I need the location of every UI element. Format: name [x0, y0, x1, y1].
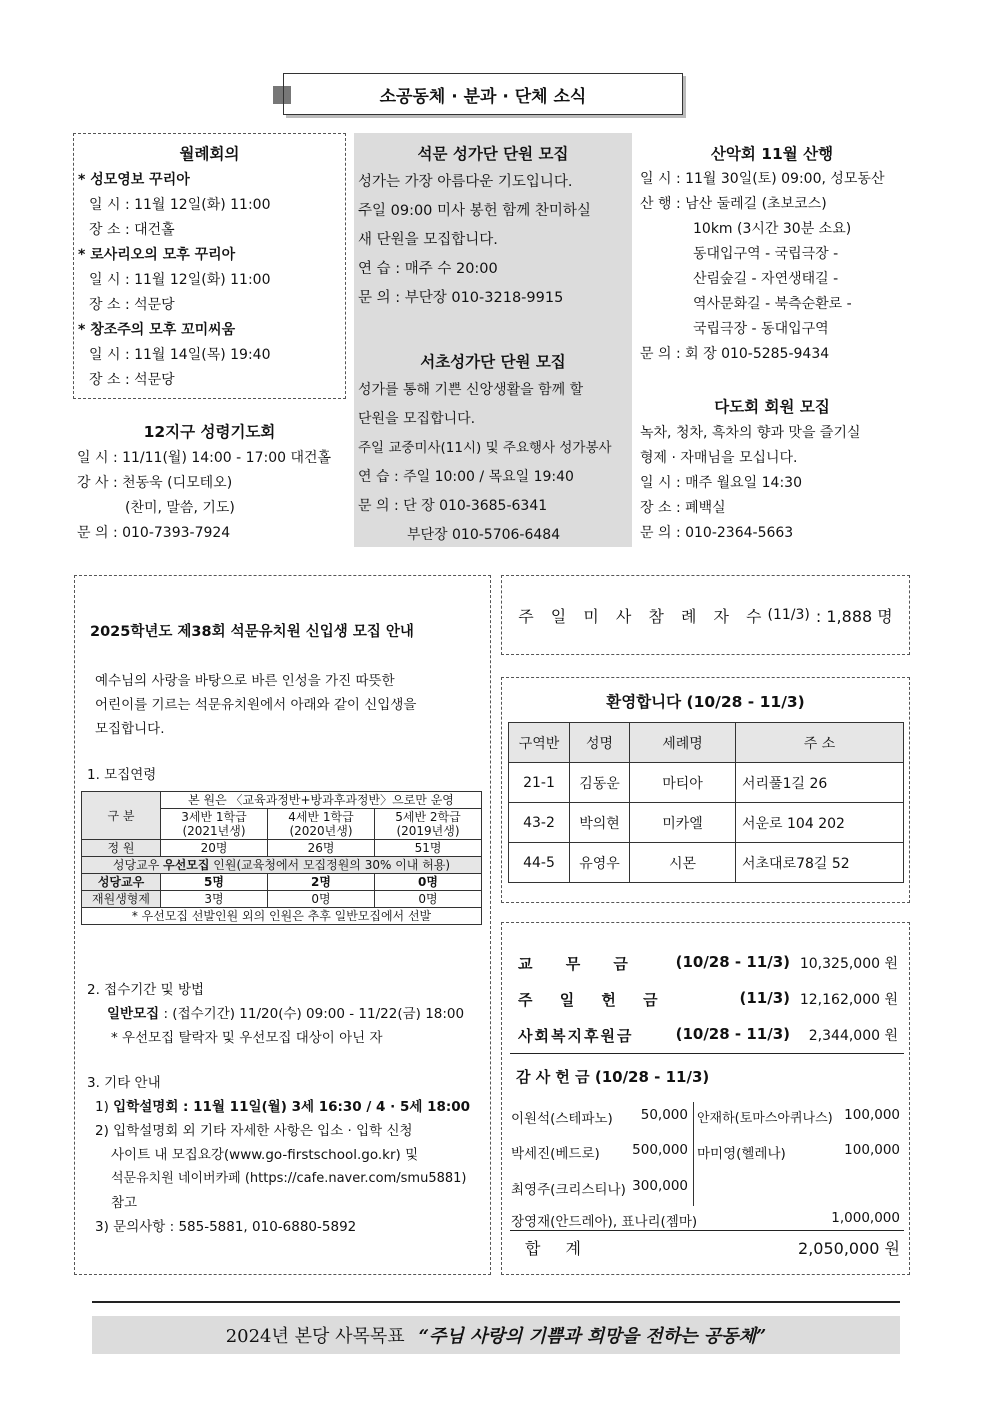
donor-divider: [693, 1102, 694, 1206]
section-3-line: [87, 1095, 470, 1119]
footer-motto: “주님 사랑의 기쁨과 희망을 전하는 공동체”: [418, 1326, 767, 1347]
table-note-text: 성당교우: [112, 858, 164, 872]
finance-period: (11/3): [739, 989, 790, 1007]
table-cell: 0명: [268, 891, 375, 908]
choir2-line: 주일 교중미사(11시) 및 주요행사 성가봉사: [358, 440, 612, 456]
table-cell-text: (2019년생): [396, 824, 460, 838]
section-title: [283, 73, 683, 115]
table-cell: 20명: [161, 840, 268, 857]
table-row: [509, 763, 904, 803]
donor-name: 최영주(크리스티나): [511, 1182, 626, 1198]
prayer-line: 문 의 : 010-7393-7924: [77, 525, 231, 541]
finance-row: [518, 953, 898, 975]
hiking-line: 일 시 : 11월 30일(토) 09:00, 성모동산: [640, 171, 885, 187]
attendance-box: [501, 575, 910, 655]
total-divider: [510, 1230, 904, 1231]
section-title-text: 소공동체 · 분과 · 단체 소식: [379, 86, 587, 107]
monthly-line: 장 소 : 대건홀: [89, 222, 175, 238]
footer-rule: [92, 1301, 900, 1303]
section-3-line: 3) 문의사항 : 585-5881, 010-6880-5892: [95, 1219, 357, 1235]
hiking-line: 국립극장 - 동대입구역: [693, 321, 829, 337]
choir1-body: [358, 168, 591, 313]
choir2-line: 단원을 모집합니다.: [358, 411, 476, 427]
section-3: [87, 1071, 470, 1239]
attendance-value: : 1,888 명: [815, 606, 893, 626]
donor-amount: 300,000: [632, 1178, 688, 1194]
choir2-line: 문 의 : 단 장 010-3685-6341: [358, 498, 548, 514]
table-cell-text: 4세반 1학급: [288, 810, 354, 824]
donor-amount: 500,000: [632, 1142, 688, 1158]
finance-amount: 12,162,000 원: [799, 992, 898, 1008]
hiking-line: 문 의 : 회 장 010-5285-9434: [640, 346, 830, 362]
section-2-line: [87, 1002, 464, 1026]
choir1-title: 석문 성가단 단원 모집: [417, 145, 569, 163]
intro-line: 어린이를 기르는 석문유치원에서 아래와 같이 신입생을: [95, 697, 417, 713]
section-2-bold: 일반모집: [107, 1006, 160, 1022]
welcome-cell: 김동운: [570, 763, 630, 803]
intro-line: 모집합니다.: [95, 721, 165, 737]
section-2-heading: 2. 접수기간 및 방법: [87, 982, 205, 998]
table-cell-text: 5세반 2학급: [395, 810, 461, 824]
section-3-line: 석문유치원 네이버카페 (https://cafe.naver.com/smu5881): [111, 1171, 467, 1186]
table-cell: 정 원: [82, 840, 161, 857]
donor-amount: 50,000: [640, 1107, 688, 1123]
footer-banner: [92, 1316, 900, 1354]
tea-body: [640, 421, 861, 546]
table-row: [509, 843, 904, 883]
monthly-line: 장 소 : 석문당: [89, 297, 175, 313]
section-3-line: 참고: [111, 1195, 138, 1211]
prayer-meeting-title: 12지구 성령기도회: [143, 423, 276, 441]
table-row: [509, 803, 904, 843]
table-cell: 2명: [268, 874, 375, 891]
table-cell: 51명: [375, 840, 482, 857]
choir2-line: 연 습 : 주일 10:00 / 목요일 19:40: [358, 469, 574, 485]
finance-period: (10/28 - 11/3): [675, 1025, 790, 1043]
table-cell: [82, 857, 482, 874]
monthly-line: * 로사리오의 모후 꾸리아: [78, 247, 236, 263]
finance-amount: 10,325,000 원: [799, 956, 898, 972]
donor-amount: 100,000: [844, 1142, 900, 1158]
section-1-heading: 1. 모집연령: [87, 767, 157, 783]
choir2-body: [358, 376, 612, 550]
section-3-text: 1): [95, 1099, 114, 1115]
finance-amount: 2,344,000 원: [808, 1028, 898, 1044]
tea-line: 장 소 : 폐백실: [640, 500, 726, 516]
welcome-cell: 서운로 104 202: [736, 803, 904, 843]
monthly-meeting-body: [78, 168, 271, 393]
table-cell: [375, 809, 482, 840]
welcome-cell: 유영우: [570, 843, 630, 883]
tea-line: 일 시 : 매주 월요일 14:30: [640, 475, 802, 491]
thanks-title: 감 사 헌 금 (10/28 - 11/3): [516, 1068, 710, 1086]
welcome-cell: 박의현: [570, 803, 630, 843]
table-cell-text: 3세반 1학급: [181, 810, 247, 824]
welcome-header: 성명: [570, 723, 630, 763]
monthly-line: * 성모영보 꾸리아: [78, 172, 190, 188]
footer-prefix: 2024년 본당 사목목표: [225, 1326, 405, 1347]
choir1-line: 성가는 가장 아름다운 기도입니다.: [358, 174, 573, 190]
choir1-line: 문 의 : 부단장 010-3218-9915: [358, 290, 564, 306]
prayer-line: (찬미, 말씀, 기도): [125, 500, 235, 516]
monthly-meeting-title: 월례회의: [179, 145, 240, 163]
finance-label: 사회복지후원금: [518, 1027, 634, 1045]
table-cell: 재원생형제: [82, 891, 161, 908]
donor-name: 마미영(헬레나): [697, 1146, 786, 1162]
hiking-line: 역사문화길 - 북측순환로 -: [693, 296, 852, 312]
finance-period: (10/28 - 11/3): [675, 953, 790, 971]
monthly-line: 일 시 : 11월 12일(화) 11:00: [89, 197, 271, 213]
finance-divider: [510, 1053, 904, 1054]
donor-amount: 100,000: [844, 1107, 900, 1123]
choir1-line: 연 습 : 매주 수 20:00: [358, 261, 498, 277]
kindergarten-intro: [95, 669, 416, 741]
choir2-title: 서초성가단 단원 모집: [420, 353, 566, 371]
tea-line: 문 의 : 010-2364-5663: [640, 525, 794, 541]
table-cell-text: (2021년생): [182, 824, 246, 838]
hiking-line: 10km (3시간 30분 소요): [693, 221, 852, 237]
section-3-line: 2) 입학설명회 외 기타 자세한 사항은 입소 · 입학 신청: [95, 1123, 413, 1139]
tea-title: 다도회 회원 모집: [714, 398, 830, 416]
table-cell-text: (2020년생): [289, 824, 353, 838]
total-label: 합 계: [525, 1239, 581, 1258]
donor-name: 장영재(안드레아), 표나리(젬마): [511, 1214, 698, 1230]
section-2-line: * 우선모집 탈락자 및 우선모집 대상이 아닌 자: [111, 1030, 383, 1046]
section-3-bold: 입학설명회 : 11월 11일(월) 3세 16:30 / 4 · 5세 18:00: [113, 1099, 471, 1115]
welcome-header: 주 소: [736, 723, 904, 763]
prayer-meeting-body: [77, 446, 331, 546]
welcome-cell: 서초대로78길 52: [736, 843, 904, 883]
table-cell: [268, 809, 375, 840]
monthly-line: 장 소 : 석문당: [89, 372, 175, 388]
welcome-header: 구역반: [509, 723, 570, 763]
hiking-line: 동대입구역 - 국립극장 -: [693, 246, 839, 262]
hiking-body: [640, 167, 884, 367]
welcome-cell: 미카엘: [630, 803, 736, 843]
table-cell: 26명: [268, 840, 375, 857]
finance-label: 교 무 금: [518, 955, 628, 973]
table-cell: [161, 809, 268, 840]
welcome-cell: 44-5: [509, 843, 570, 883]
welcome-cell: 21-1: [509, 763, 570, 803]
hiking-title: 산악회 11월 산행: [710, 145, 834, 163]
table-note-text: 우선모집: [163, 858, 210, 872]
monthly-line: 일 시 : 11월 12일(화) 11:00: [89, 272, 271, 288]
section-2-text: : (접수기간) 11/20(수) 09:00 - 11/22(금) 18:00: [159, 1006, 465, 1022]
section-2: [87, 978, 464, 1050]
finance-row: [518, 989, 898, 1011]
attendance-date: (11/3): [767, 607, 810, 623]
welcome-table: [508, 722, 904, 883]
finance-row: [518, 1025, 898, 1047]
welcome-cell: 43-2: [509, 803, 570, 843]
table-cell: 성당교우: [82, 874, 161, 891]
table-cell: * 우선모집 선발인원 외의 인원은 추후 일반모집에서 선발: [82, 908, 482, 925]
attendance-label: 주 일 미 사 참 례 자 수: [518, 606, 768, 626]
donor-name: 이원석(스테파노): [511, 1111, 613, 1127]
table-cell: 0명: [375, 874, 482, 891]
prayer-line: 강 사 : 천동욱 (디모테오): [77, 475, 233, 491]
recruit-table: [81, 791, 482, 925]
welcome-header: 세례명: [630, 723, 736, 763]
welcome-cell: 시몬: [630, 843, 736, 883]
table-cell: 구 분: [82, 792, 161, 840]
kindergarten-title: 2025학년도 제38회 석문유치원 신입생 모집 안내: [90, 624, 414, 640]
finance-label: 주 일 헌 금: [518, 991, 658, 1009]
intro-line: 예수님의 사랑을 바탕으로 바른 인성을 가진 따뜻한: [95, 673, 395, 689]
choir1-line: 새 단원을 모집합니다.: [358, 232, 498, 248]
section-3-line: 사이트 내 모집요강(www.go-firstschool.go.kr) 및: [111, 1147, 419, 1163]
choir2-line: 부단장 010-5706-6484: [407, 527, 561, 543]
table-cell: 0명: [375, 891, 482, 908]
donor-amount: 1,000,000: [831, 1210, 900, 1226]
table-cell: 5명: [161, 874, 268, 891]
donor-name: 박세진(베드로): [511, 1146, 600, 1162]
table-cell: 3명: [161, 891, 268, 908]
donor-name: 안재하(토마스아퀴나스): [697, 1111, 833, 1126]
welcome-title: 환영합니다 (10/28 - 11/3): [606, 693, 805, 711]
choir1-line: 주일 09:00 미사 봉헌 함께 찬미하실: [358, 203, 591, 219]
table-cell: 본 원은 〈교육과정반+방과후과정반〉으로만 운영: [161, 792, 482, 809]
hiking-line: 산 행 : 남산 둘레길 (초보코스): [640, 196, 827, 212]
welcome-cell: 서리풀1길 26: [736, 763, 904, 803]
tea-line: 형제 · 자매님을 모십니다.: [640, 450, 798, 466]
prayer-line: 일 시 : 11/11(월) 14:00 - 17:00 대건홀: [77, 450, 332, 466]
monthly-line: * 창조주의 모후 꼬미씨움: [78, 322, 236, 338]
hiking-line: 산림숲길 - 자연생태길 -: [693, 271, 839, 287]
total-amount: 2,050,000 원: [798, 1239, 900, 1258]
table-note-text: 인원(교육청에서 모집정원의 30% 이내 허용): [209, 858, 451, 872]
tea-line: 녹차, 청차, 흑차의 향과 맛을 즐기실: [640, 425, 861, 441]
welcome-cell: 마티아: [630, 763, 736, 803]
choir2-line: 성가를 통해 기쁜 신앙생활을 함께 할: [358, 382, 584, 398]
monthly-line: 일 시 : 11월 14일(목) 19:40: [89, 347, 271, 363]
section-3-heading: 3. 기타 안내: [87, 1075, 161, 1091]
